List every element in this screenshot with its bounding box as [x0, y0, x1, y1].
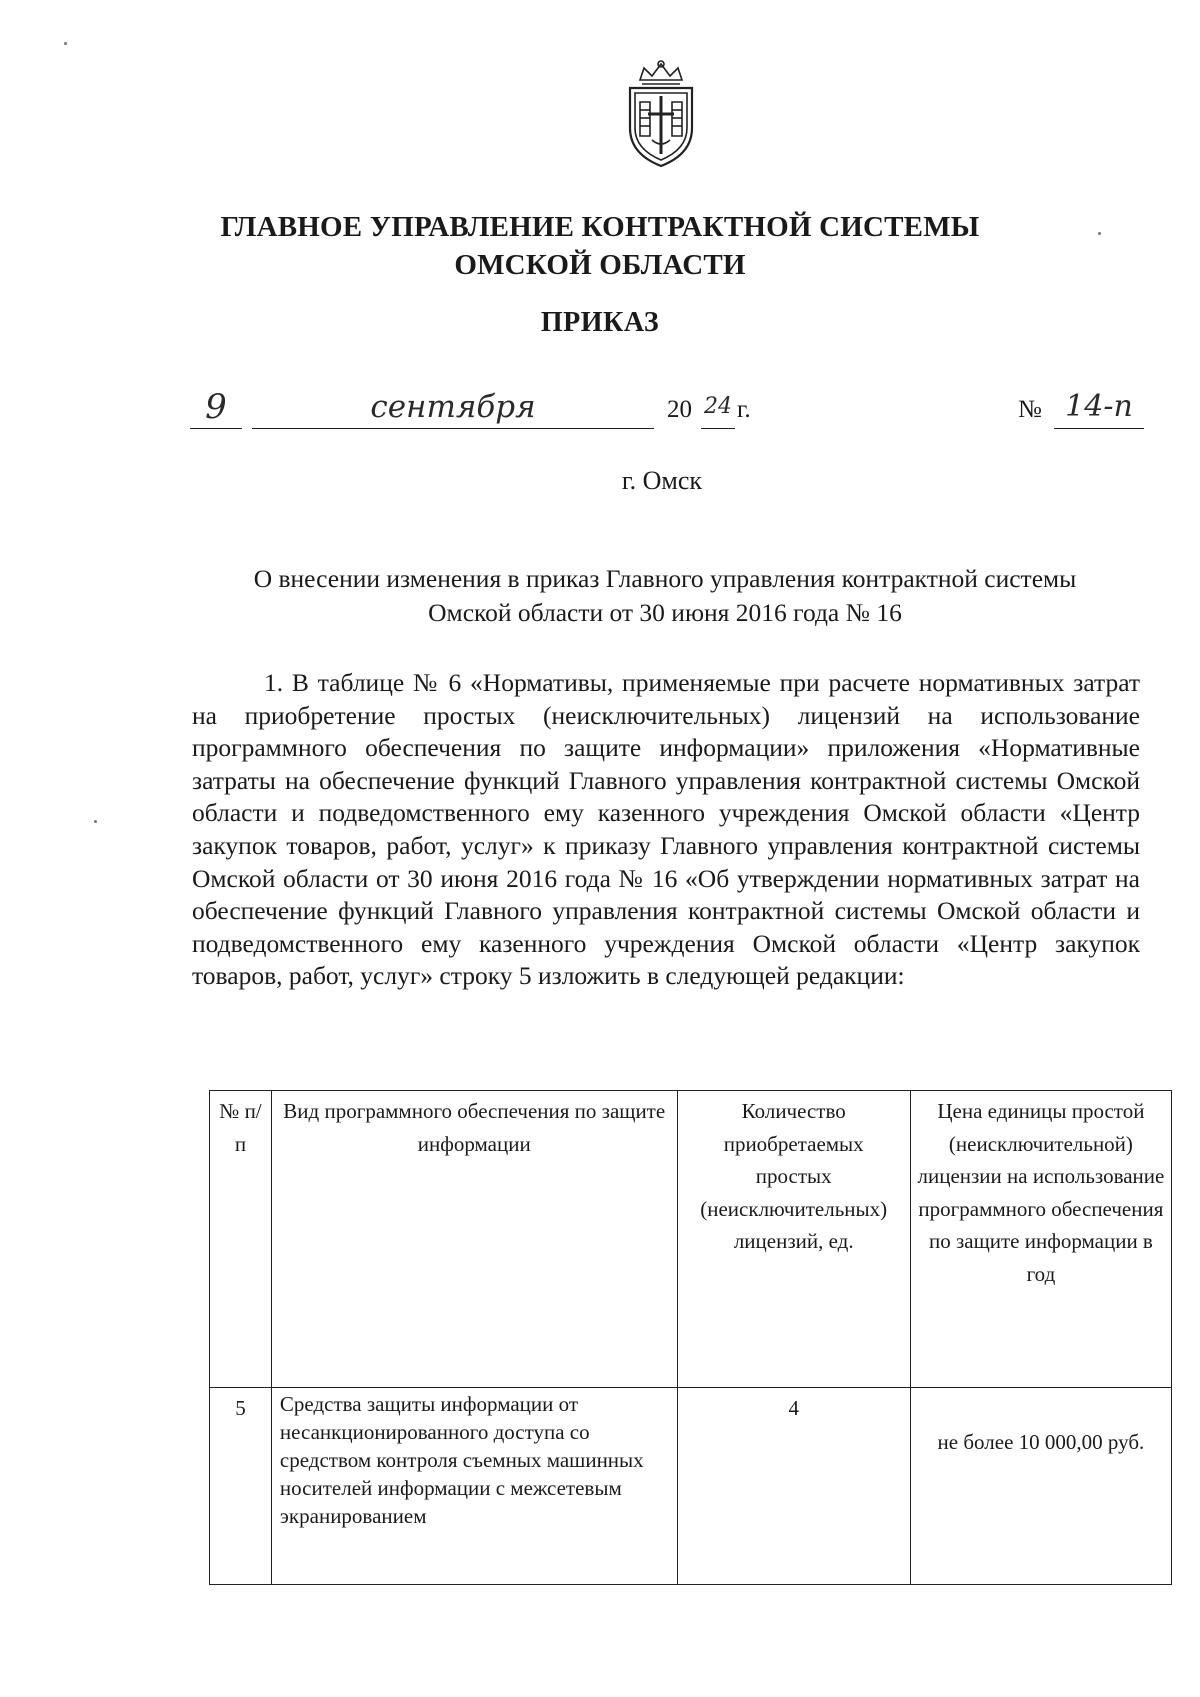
omsk-coat-of-arms-icon	[618, 58, 704, 170]
table-row	[210, 1388, 1172, 1585]
header-software-type: Вид программного обеспечения по защите информации	[271, 1091, 677, 1388]
order-subject	[205, 562, 1125, 630]
city: г. Омск	[621, 466, 703, 495]
table-header-row	[210, 1091, 1172, 1388]
scan-speck	[94, 820, 97, 823]
subject-line-2: Омской области от 30 июня 2016 года № 16	[428, 598, 902, 627]
organization-name	[0, 208, 1200, 284]
row-unit-price: не более 10 000,00 руб.	[910, 1388, 1171, 1585]
body-paragraph: 1. В таблице № 6 «Нормативы, применяемые при расчете нормативных затрат на приобретение простых (неисключительных) лицензий на использование программного обеспечения по защите информации» приложения «Нормативные затраты на обеспечение функций Главного управления контрактной системы Омской области и подведомственного ему казенного учреждения Омской области «Центр закупок товаров, работ, услуг» к приказу Главного управления контрактной системы Омской области от 30 июня 2016 года № 16 «Об утверждении нормативных затрат на обеспечение функций Главного управления контрактной системы Омской области и подведомственного ему казенного учреждения Омской области «Центр закупок товаров, работ, услуг» строку 5 изложить в следующей редакции:	[192, 668, 1140, 991]
organization-line-2: ОМСКОЙ ОБЛАСТИ	[454, 249, 746, 281]
date-year-unit: г.	[737, 396, 751, 423]
document-type-title: ПРИКАЗ	[540, 307, 660, 338]
date-day: 9	[190, 390, 242, 429]
header-num: № п/п	[210, 1091, 272, 1388]
date-month: сентября	[252, 390, 654, 429]
number-sign: №	[1018, 396, 1042, 423]
order-number: 14-п	[1054, 390, 1144, 429]
subject-line-1: О внесении изменения в приказ Главного управления контрактной системы	[253, 564, 1077, 593]
date-number-row	[190, 387, 1150, 434]
header-quantity: Количество приобретаемых простых (неисключительных) лицензий, ед.	[677, 1091, 910, 1388]
norms-table	[209, 1090, 1172, 1585]
date-year-prefix: 20	[667, 396, 692, 423]
row-num: 5	[210, 1388, 272, 1585]
header-unit-price: Цена единицы простой (неисключительной) лицензии на использование программного обеспечения по защите информации в год	[910, 1091, 1171, 1388]
row-software-type: Средства защиты информации от несанкционированного доступа со средством контроля съемных машинных носителей информации с межсетевым экранированием	[271, 1388, 677, 1585]
date-year-handwritten: 24	[701, 390, 735, 429]
scan-speck	[1098, 232, 1101, 235]
scan-speck	[64, 42, 67, 45]
organization-line-1: ГЛАВНОЕ УПРАВЛЕНИЕ КОНТРАКТНОЙ СИСТЕМЫ	[220, 211, 980, 243]
row-quantity: 4	[677, 1388, 910, 1585]
